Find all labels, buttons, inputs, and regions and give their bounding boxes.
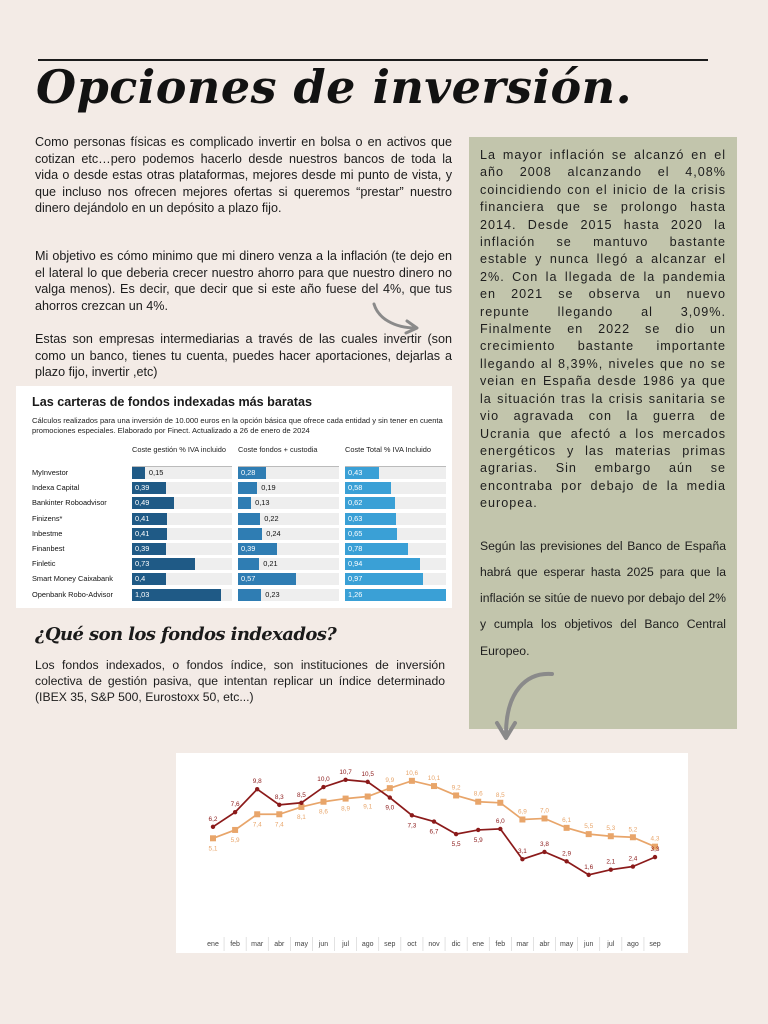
data-point bbox=[410, 813, 414, 817]
data-label: 9,8 bbox=[252, 778, 262, 786]
data-label: 6,2 bbox=[208, 815, 218, 823]
data-label: 1,6 bbox=[584, 863, 594, 871]
column-header-gestion: Coste gestión % IVA incluido bbox=[132, 445, 226, 454]
bar-value-label: 0,39 bbox=[241, 544, 256, 553]
bar-value-label: 0,57 bbox=[241, 574, 256, 584]
x-tick-label: ene bbox=[207, 941, 219, 948]
intro-paragraph-3: Estas son empresas intermediarias a través de las cuales invertir (son como un banco, tienes tu cuenta, puedes hacer aportaciones, dejarlas a plazo fijo, invertir ,etc) bbox=[35, 332, 452, 380]
x-tick-label: ene bbox=[472, 941, 485, 948]
data-label: 7,3 bbox=[407, 822, 417, 830]
data-label: 6,9 bbox=[517, 808, 527, 816]
data-point bbox=[432, 819, 436, 823]
fund-table-card bbox=[16, 386, 452, 608]
x-tick-label: jun bbox=[584, 941, 594, 948]
bar-value-label: 0,63 bbox=[348, 513, 363, 523]
fund-row-label: Smart Money Caixabank bbox=[32, 574, 113, 584]
data-point bbox=[255, 787, 259, 791]
data-point bbox=[211, 825, 215, 829]
data-point bbox=[387, 785, 393, 791]
data-label: 8,5 bbox=[296, 791, 306, 799]
fund-row-label: Finizens* bbox=[32, 513, 63, 523]
data-label: 7,4 bbox=[252, 821, 262, 829]
data-label: 8,5 bbox=[495, 791, 505, 799]
data-label: 10,5 bbox=[361, 770, 374, 778]
x-tick-label: ago bbox=[361, 941, 374, 948]
x-tick-label: jul bbox=[607, 941, 615, 948]
x-tick-label: dic bbox=[451, 941, 461, 948]
bar-value-label: 0,19 bbox=[261, 483, 276, 493]
bar-value-label: 0,65 bbox=[348, 528, 363, 538]
data-point bbox=[586, 831, 592, 837]
x-tick-label: abr bbox=[539, 941, 550, 948]
x-tick-label: jul bbox=[342, 941, 350, 948]
data-point bbox=[542, 815, 548, 821]
x-tick-label: oct bbox=[407, 941, 417, 948]
fund-row-label: Finanbest bbox=[32, 544, 65, 553]
data-label: 3,8 bbox=[540, 840, 549, 848]
data-label: 8,1 bbox=[296, 813, 306, 821]
sidebar-paragraph-1: La mayor inflación se alcanzó en el año 2008 alcanzando el 4,08% coincidiendo con el inicio de la crisis financiera que se prolongo hasta 2014. Desde 2015 hasta 2020 la inflación se mantuvo bastante estable y nunca llegó a alcanzar el 2%. Con la llegada de la pandemia en 2021 se observa un nuevo repunte llegando al 3,09%. Finalmente en 2022 se dio un crecimiento bastante importante llegando al 8,39%, niveles que no se veian en España desde 1986 ya que la situación tras la crisis sanitaria se vio agravada con la guerra de Ucrania que afectó a los mercados energéticos y las materias primas agrarias. Sin embargo aún se encontraba por debajo de la media europea. bbox=[480, 148, 726, 511]
cost-bar bbox=[238, 482, 257, 494]
inflation-chart bbox=[176, 753, 688, 953]
data-label: 5,9 bbox=[473, 836, 483, 844]
data-label: 2,1 bbox=[606, 858, 616, 866]
data-point bbox=[630, 834, 636, 840]
data-label: 2,4 bbox=[628, 855, 638, 863]
bar-value-label: 0,43 bbox=[348, 468, 363, 477]
data-label: 3,1 bbox=[517, 848, 527, 856]
data-point bbox=[519, 816, 525, 822]
data-point bbox=[587, 873, 591, 877]
x-tick-label: nov bbox=[428, 941, 440, 948]
x-tick-label: feb bbox=[230, 941, 240, 948]
fund-table-title: Las carteras de fondos indexadas más baratas bbox=[32, 395, 312, 409]
data-label: 8,3 bbox=[274, 793, 284, 801]
data-point bbox=[431, 783, 437, 789]
data-label: 8,6 bbox=[319, 808, 328, 816]
data-point bbox=[366, 780, 370, 784]
bar-value-label: 0,73 bbox=[135, 559, 150, 569]
data-label: 5,3 bbox=[606, 825, 616, 833]
data-label: 8,9 bbox=[341, 805, 351, 813]
fund-table-subtitle: Cálculos realizados para una inversión de 10.000 euros en la opción básica que ofrece cada entidad y sin tener en cuenta promociones especiales. Elaborado por Finect. Actualizado a 26 de enero de 2024 bbox=[32, 416, 443, 435]
bar-value-label: 0,78 bbox=[348, 544, 363, 553]
cost-bar bbox=[238, 528, 262, 540]
data-point bbox=[409, 778, 415, 784]
indexados-paragraph: Los fondos indexados, o fondos índice, son instituciones de inversión colectiva de gestión pasiva, que intentan replicar un índice determinado (IBEX 35, S&P 500, Eurostoxx 50, etc...) bbox=[35, 658, 445, 704]
data-point bbox=[233, 810, 237, 814]
bar-value-label: 0,24 bbox=[266, 528, 281, 538]
data-point bbox=[321, 785, 325, 789]
data-point bbox=[498, 827, 502, 831]
data-label: 9,1 bbox=[363, 803, 373, 811]
data-label: 6,7 bbox=[429, 828, 439, 836]
fund-row-label: Finletic bbox=[32, 559, 56, 569]
data-point bbox=[210, 835, 216, 841]
bar-value-label: 1,26 bbox=[348, 589, 363, 599]
bar-value-label: 0,15 bbox=[148, 468, 164, 477]
cost-bar bbox=[238, 497, 251, 509]
x-tick-label: sep bbox=[384, 941, 396, 948]
x-tick-label: jun bbox=[318, 941, 329, 948]
data-point bbox=[343, 796, 349, 802]
bar-value-label: 1,03 bbox=[135, 589, 150, 599]
data-point bbox=[542, 850, 546, 854]
inflation-line-chart bbox=[176, 753, 688, 953]
x-tick-label: may bbox=[559, 941, 574, 948]
x-tick-label: may bbox=[294, 941, 309, 948]
cost-bar bbox=[238, 558, 259, 570]
data-label: 3,3 bbox=[650, 846, 660, 854]
cost-bar bbox=[238, 513, 260, 525]
bar-track bbox=[238, 497, 339, 509]
cost-bar bbox=[238, 589, 261, 601]
intro-paragraph-1: Como personas físicas es complicado invertir en bolsa o en activos que cotizan etc…pero podemos hacerlo desde nuestros bancos de toda la vida o desde estas otras plataformas, mejores desde mi punto de vista, y que incluso nos ofrecen mejores ofertas si queremos “prestar” nuestro dinero dejándolo en un depósito a plazo fijo. bbox=[35, 135, 452, 216]
bar-track bbox=[132, 467, 232, 479]
bar-value-label: 0,41 bbox=[135, 513, 150, 523]
page-title: Opciones de inversión. bbox=[36, 60, 633, 114]
x-tick-label: abr bbox=[274, 941, 285, 948]
bar-value-label: 0,4 bbox=[135, 574, 146, 584]
data-label: 5,9 bbox=[230, 836, 240, 844]
data-point bbox=[653, 855, 657, 859]
data-label: 2,9 bbox=[562, 850, 572, 858]
data-label: 6,0 bbox=[495, 817, 505, 825]
data-point bbox=[254, 811, 260, 817]
data-label: 10,1 bbox=[427, 775, 441, 783]
data-point bbox=[564, 859, 568, 863]
bar-value-label: 0,23 bbox=[265, 589, 280, 599]
column-header-total: Coste Total % IVA Incluido bbox=[345, 445, 431, 454]
data-label: 10,7 bbox=[339, 768, 352, 776]
data-point bbox=[388, 795, 392, 799]
bar-value-label: 0,41 bbox=[135, 528, 150, 538]
data-label: 5,5 bbox=[584, 823, 594, 831]
x-tick-label: sep bbox=[649, 941, 661, 948]
data-label: 5,5 bbox=[451, 841, 461, 849]
data-point bbox=[276, 811, 282, 817]
bar-value-label: 0,39 bbox=[135, 544, 150, 553]
data-label: 8,6 bbox=[473, 790, 483, 798]
sidebar-paragraph-2: Según las previsiones del Banco de España habrá que esperar hasta 2025 para que la inflación se sitúe de nuevo por debajo del 2% y cumpla los objetivos del Banco Central Europeo. bbox=[480, 538, 726, 658]
fund-row-label: Inbestme bbox=[32, 528, 63, 538]
data-point bbox=[454, 832, 458, 836]
data-label: 7,0 bbox=[540, 807, 549, 815]
x-tick-label: feb bbox=[495, 941, 506, 948]
bar-value-label: 0,58 bbox=[348, 483, 363, 493]
curved-arrow-icon bbox=[490, 668, 558, 746]
data-label: 7,4 bbox=[274, 821, 284, 829]
x-tick-label: mar bbox=[251, 941, 264, 948]
data-point bbox=[608, 833, 614, 839]
data-label: 9,0 bbox=[385, 804, 395, 812]
data-label: 7,6 bbox=[230, 801, 240, 809]
data-label: 9,9 bbox=[385, 777, 395, 785]
fund-row-label: Bankinter Roboadvisor bbox=[32, 498, 107, 508]
bar-value-label: 0,97 bbox=[348, 574, 363, 584]
bar-value-label: 0,13 bbox=[255, 498, 270, 508]
fund-row-label: Indexa Capital bbox=[32, 483, 80, 493]
data-point bbox=[476, 828, 480, 832]
inflation-sidebar bbox=[469, 137, 737, 729]
curved-arrow-icon bbox=[370, 300, 422, 336]
data-point bbox=[365, 794, 371, 800]
bar-value-label: 0,62 bbox=[348, 498, 363, 508]
data-point bbox=[299, 801, 303, 805]
data-point bbox=[631, 864, 635, 868]
cost-bar bbox=[132, 467, 145, 479]
data-label: 9,2 bbox=[451, 784, 461, 792]
bar-value-label: 0,28 bbox=[241, 468, 256, 477]
bar-value-label: 0,22 bbox=[264, 513, 279, 523]
data-point bbox=[609, 867, 613, 871]
data-point bbox=[321, 799, 327, 805]
data-label: 10,0 bbox=[317, 776, 330, 784]
data-label: 4,3 bbox=[650, 835, 660, 843]
data-point bbox=[343, 778, 347, 782]
bar-value-label: 0,21 bbox=[263, 559, 278, 569]
data-point bbox=[520, 857, 524, 861]
data-point bbox=[475, 799, 481, 805]
data-label: 5,1 bbox=[208, 845, 218, 853]
data-label: 6,1 bbox=[562, 816, 572, 824]
bar-value-label: 0,94 bbox=[348, 559, 363, 569]
fund-row-label: Openbank Robo-Advisor bbox=[32, 589, 113, 599]
data-point bbox=[277, 803, 281, 807]
bar-value-label: 0,49 bbox=[135, 498, 150, 508]
fund-row-label: MyInvestor bbox=[32, 468, 69, 477]
bar-value-label: 0,39 bbox=[135, 483, 150, 493]
x-tick-label: mar bbox=[516, 941, 529, 948]
intro-paragraph-2: Mi objetivo es cómo minimo que mi dinero venza a la inflación (te dejo en el lateral lo que deberia crecer nuestro ahorro para que nuestro dinero no valga menos). Es decir, que decir que si este año fuese del 4%, que tus ahorros crezcan un 4%. bbox=[35, 249, 452, 313]
data-point bbox=[453, 792, 459, 798]
section-title-indexados: ¿Qué son los fondos indexados? bbox=[35, 624, 337, 645]
data-label: 10,6 bbox=[405, 769, 419, 777]
data-point bbox=[232, 827, 238, 833]
column-header-fondos: Coste fondos + custodia bbox=[238, 445, 318, 454]
data-point bbox=[564, 825, 570, 831]
data-label: 5,2 bbox=[628, 826, 638, 834]
data-point bbox=[497, 800, 503, 806]
x-tick-label: ago bbox=[627, 941, 639, 948]
